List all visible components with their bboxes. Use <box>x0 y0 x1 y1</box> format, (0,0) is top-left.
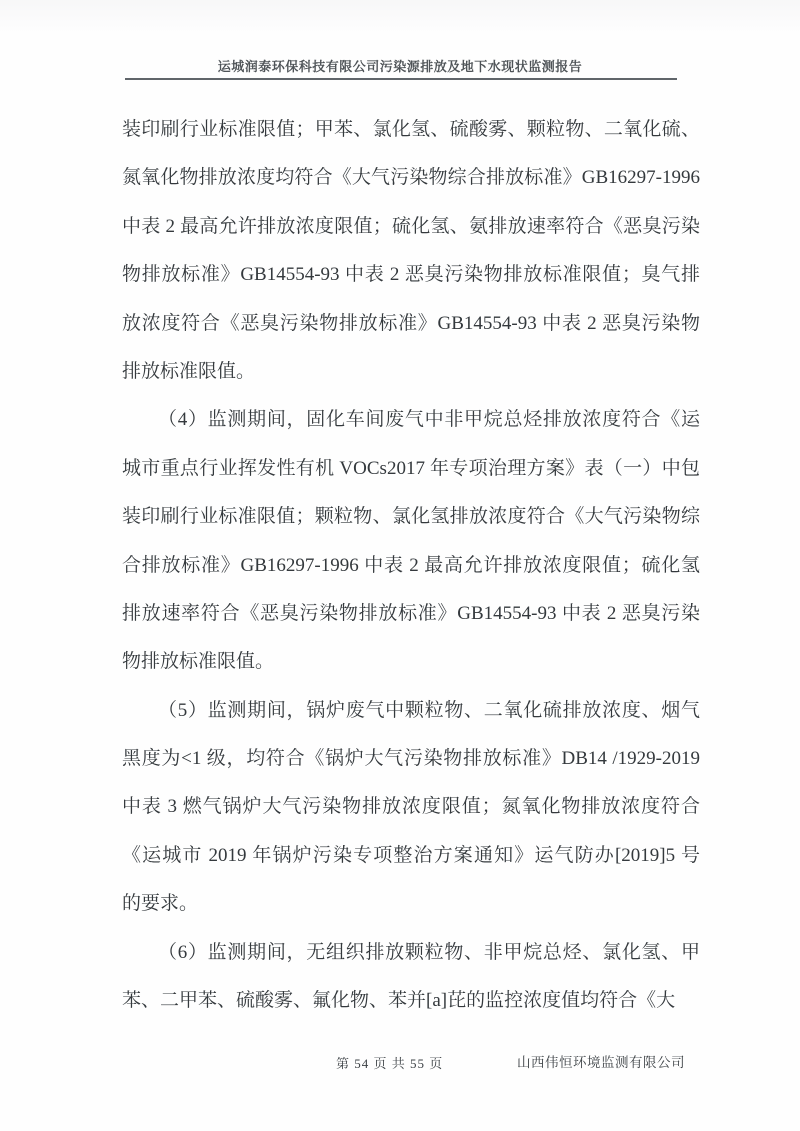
text-line: 黑度为<1 级，均符合《锅炉大气污染物排放标准》DB14 /1929-2019 <box>122 748 700 770</box>
text-line: 中表 3 燃气锅炉大气污染物排放浓度限值；氮氧化物排放浓度符合 <box>122 796 700 818</box>
text-line: 的要求。 <box>122 893 199 915</box>
text-line: 排放速率符合《恶臭污染物排放标准》GB14554-93 中表 2 恶臭污染 <box>122 602 700 624</box>
page-header-title: 运城润泰环保科技有限公司污染源排放及地下水现状监测报告 <box>217 59 583 74</box>
text-line: 装印刷行业标准限值；颗粒物、氯化氢排放浓度符合《大气污染物综 <box>122 506 700 528</box>
text-line: （4）监测期间，固化车间废气中非甲烷总烃排放浓度符合《运 <box>158 409 700 431</box>
text-line: 放浓度符合《恶臭污染物排放标准》GB14554-93 中表 2 恶臭污染物 <box>122 312 700 334</box>
text-line: 物排放标准限值。 <box>122 651 275 673</box>
text-line: 城市重点行业挥发性有机 VOCs2017 年专项治理方案》表（一）中包 <box>122 457 700 479</box>
page-number: 第 54 页 共 55 页 <box>336 1056 444 1071</box>
text-line: 物排放标准》GB14554-93 中表 2 恶臭污染物排放标准限值；臭气排 <box>122 264 700 286</box>
text-line: 中表 2 最高允许排放浓度限值；硫化氢、氨排放速率符合《恶臭污染 <box>122 215 700 237</box>
scan-artifact <box>0 0 800 34</box>
text-line: 排放标准限值。 <box>122 360 256 382</box>
document-body <box>122 106 700 1025</box>
text-line: 装印刷行业标准限值；甲苯、氯化氢、硫酸雾、颗粒物、二氧化硫、 <box>122 119 700 140</box>
footer-company-name: 山西伟恒环境监测有限公司 <box>517 1055 685 1070</box>
header-divider <box>125 78 677 80</box>
text-line: 苯、二甲苯、硫酸雾、氟化物、苯并[a]芘的监控浓度值均符合《大 <box>122 990 676 1012</box>
text-line: （6）监测期间，无组织排放颗粒物、非甲烷总烃、氯化氢、甲 <box>158 941 700 963</box>
text-line: （5）监测期间，锅炉废气中颗粒物、二氧化硫排放浓度、烟气 <box>158 699 700 721</box>
text-line: 《运城市 2019 年锅炉污染专项整治方案通知》运气防办[2019]5 号 <box>122 844 700 866</box>
text-line: 氮氧化物排放浓度均符合《大气污染物综合排放标准》GB16297-1996 <box>122 167 700 189</box>
text-line: 合排放标准》GB16297-1996 中表 2 最高允许排放浓度限值；硫化氢 <box>122 554 700 576</box>
page-footer <box>0 1051 800 1075</box>
